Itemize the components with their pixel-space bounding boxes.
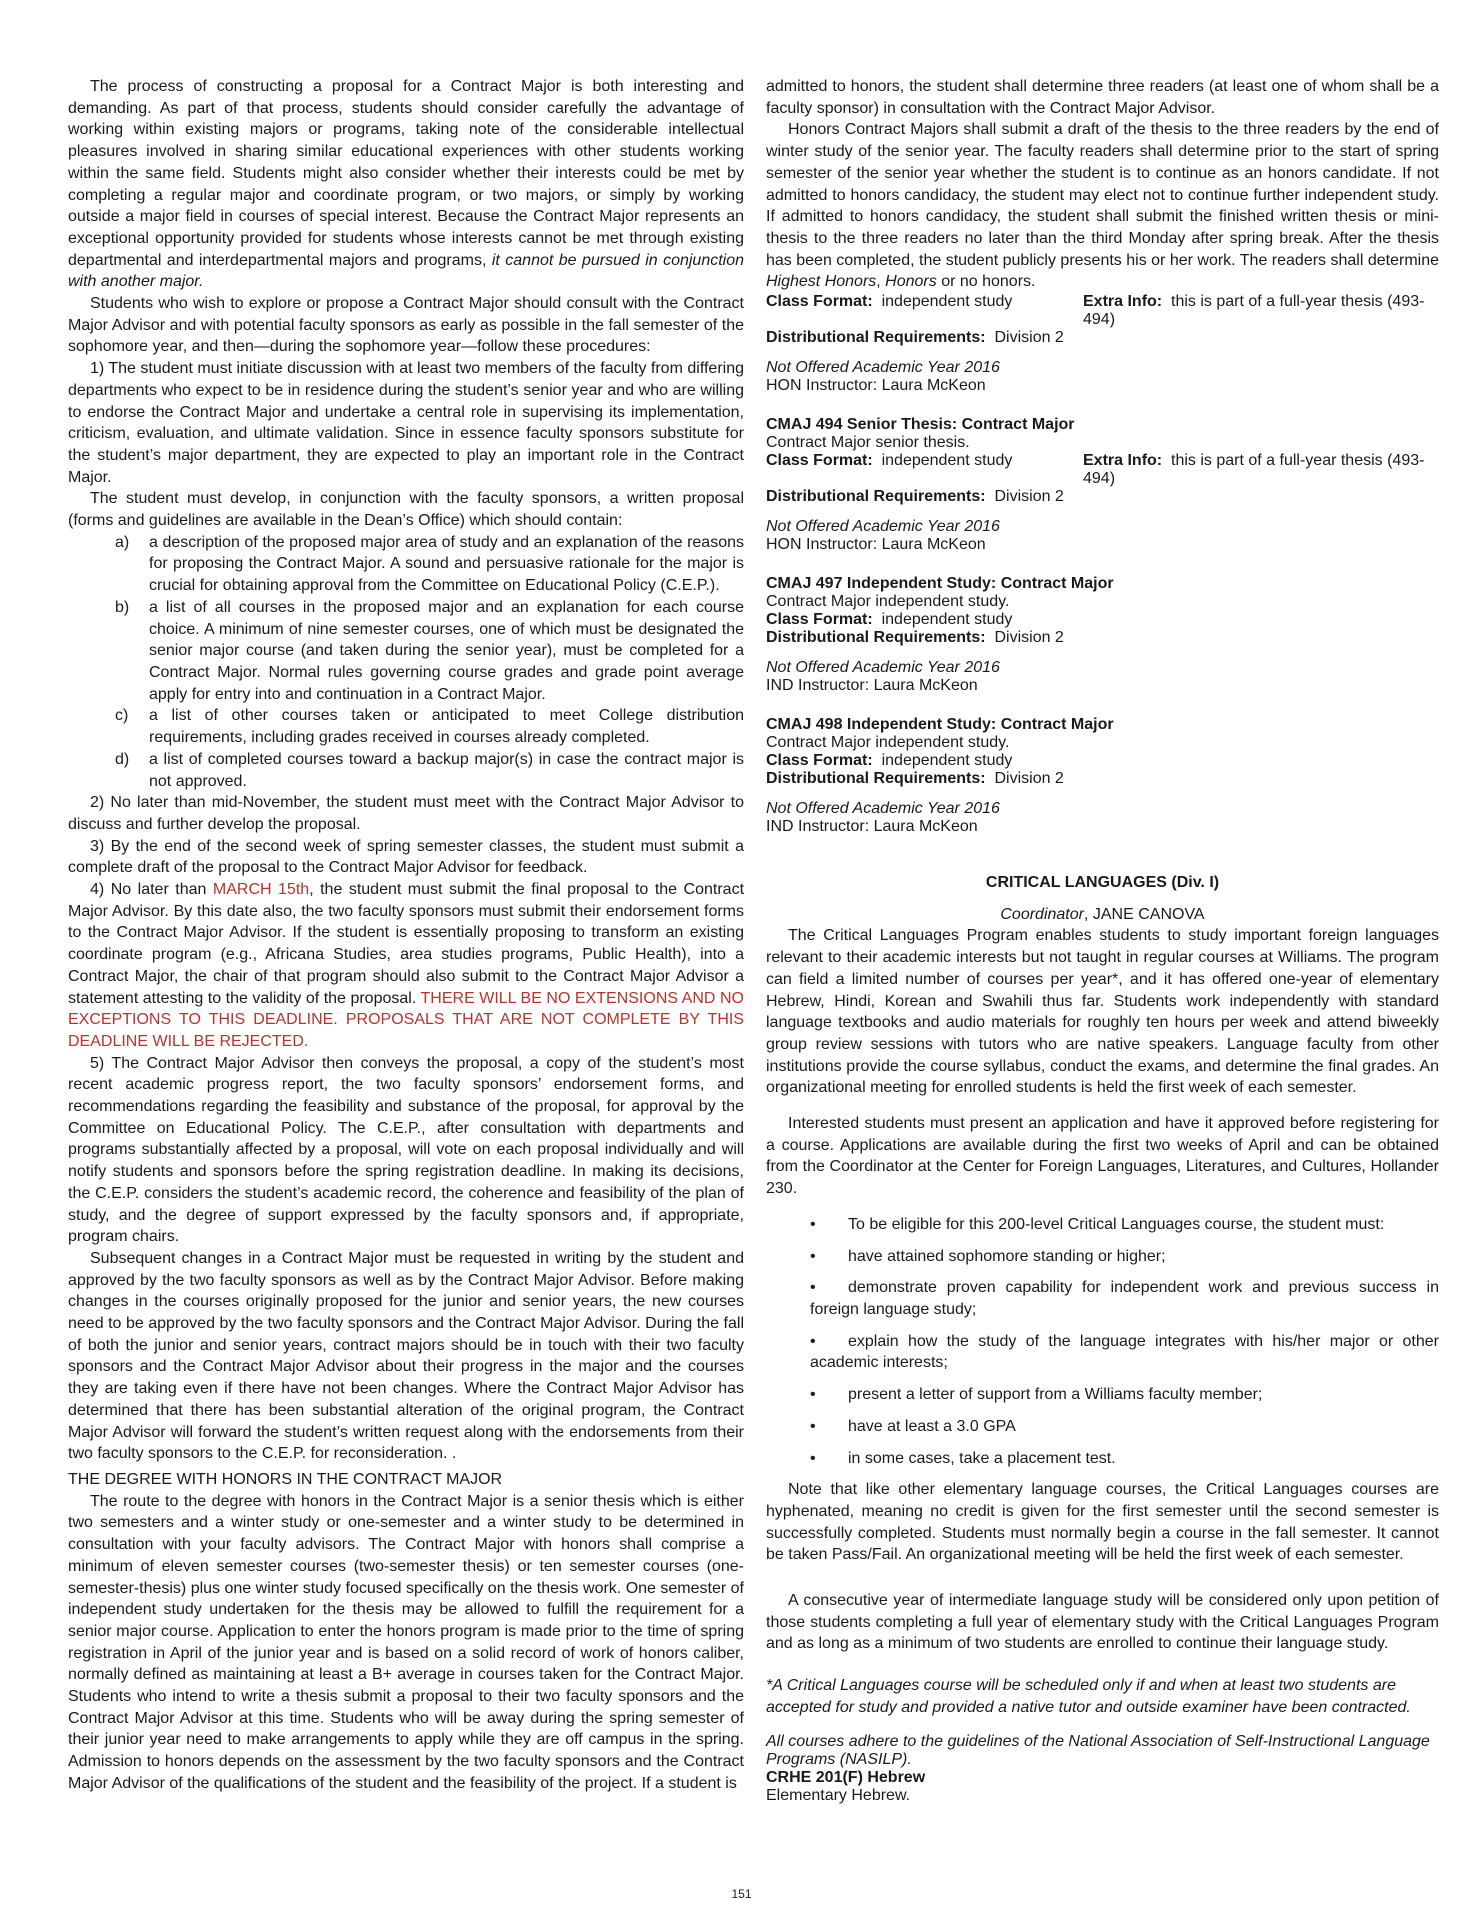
bullet-icon: •	[810, 1449, 816, 1467]
procedure-1-paragraph: 1) The student must initiate discussion with at least two members of the faculty from differing departments who expect to be in residence during the student’s senior year and who are willing to endorse the Contract Major and undertake a central role in supervising its implementation, criticism, evaluation, and ultimate validation. Since in essence faculty sponsors substitute for the student’s major department, they are expected to play an important role in the Contract Major.	[68, 360, 744, 486]
instructor-text: IND Instructor: Laura McKeon	[766, 818, 978, 836]
consult-paragraph: Students who wish to explore or propose a Contract Major should consult with the Contract Major Advisor and with potential faculty sponsors as early as possible in the fall semester of the sophomore year, and then—during the sophomore year—follow these procedures:	[68, 295, 744, 356]
list-item	[766, 1448, 1439, 1470]
procedure-5-paragraph: 5) The Contract Major Advisor then conveys the proposal, a copy of the student’s most recent academic progress report, the two faculty sponsors’ endorsement forms, and recommendations regarding the feasibility and substance of the proposal, for approval by the Committee on Educational Policy. The C.E.P., after consultation with departments and programs substantially affected by a proposal, will vote on each proposal individually and will notify students and sponsors before the spring registration deadline. In making its decisions, the C.E.P. considers the student’s academic record, the coherence and feasibility of the plan of study, and the degree of support expressed by the faculty sponsors and, if appropriate, program chairs.	[68, 1054, 744, 1246]
extra-info-value: this is part of a full-year thesis (493-494)	[1083, 293, 1425, 329]
not-offered-text: Not Offered Academic Year 2016	[766, 359, 1000, 377]
bullet-icon: •	[810, 1279, 816, 1297]
class-format-value: independent study	[881, 752, 1013, 770]
distribution-label: Distributional Requirements:	[766, 488, 986, 506]
class-format-label: Class Format:	[766, 752, 873, 770]
list-item-text: demonstrate proven capability for independent work and previous success in foreign language study;	[810, 1279, 1439, 1318]
list-item	[766, 1331, 1439, 1374]
not-offered-text: Not Offered Academic Year 2016	[766, 518, 1000, 536]
course-description: Contract Major senior thesis.	[766, 434, 970, 452]
extra-info-value: this is part of a full-year thesis (493-494)	[1083, 452, 1425, 488]
instructor-text: HON Instructor: Laura McKeon	[766, 536, 986, 554]
list-item-text: present a letter of support from a Williams faculty member;	[848, 1386, 1263, 1404]
list-item	[68, 705, 744, 748]
course-info-493	[766, 293, 1439, 395]
bullet-icon: •	[810, 1417, 816, 1435]
extra-info-label: Extra Info:	[1083, 293, 1163, 311]
list-item	[766, 1384, 1439, 1406]
distribution-row	[766, 770, 1439, 788]
distribution-row	[766, 488, 1439, 506]
distribution-value: Division 2	[994, 629, 1064, 647]
not-offered-text: Not Offered Academic Year 2016	[766, 800, 1000, 818]
coordinator-line	[766, 904, 1439, 926]
bullet-icon: •	[810, 1215, 816, 1233]
course-description: Elementary Hebrew.	[766, 1786, 911, 1804]
distribution-value: Division 2	[994, 770, 1064, 788]
instructor-text: HON Instructor: Laura McKeon	[766, 377, 986, 395]
nasilp-note: All courses adhere to the guidelines of the National Association of Self-Instructional Language Programs (NASILP).	[766, 1732, 1430, 1768]
intro-italic-text: it cannot be pursued in conjunction with another major.	[68, 251, 745, 291]
application-paragraph: Interested students must present an application and have it approved before registering for a course. Applications are available during the first two weeks of April and can be obtained from the Coordinator at the Center for Foreign Languages, Literatures, and Cultures, Hollander 230.	[766, 1115, 1439, 1198]
list-item-text: a list of completed courses toward a backup major(s) in case the contract major is not approved.	[149, 750, 744, 790]
course-title: CRHE 201(F) Hebrew	[766, 1768, 926, 1786]
course-description: Contract Major independent study.	[766, 734, 1010, 752]
distribution-row	[766, 329, 1439, 347]
deadline-date: MARCH 15th	[212, 881, 310, 899]
list-item-label: c)	[115, 707, 129, 725]
course-title: CMAJ 497 Independent Study: Contract Major	[766, 575, 1114, 593]
honors-continued-paragraph: admitted to honors, the student shall determine three readers (at least one of whom shall be a faculty sponsor) in consultation with the Contract Major Advisor.	[766, 78, 1439, 117]
honors-thesis-paragraph	[766, 119, 1439, 293]
class-format-label: Class Format:	[766, 611, 873, 629]
hyphenated-courses-paragraph: Note that like other elementary language courses, the Critical Languages courses are hyphenated, meaning no credit is given for the first semester until the second semester is successfully completed. Students must normally begin a course in the fall semester. It cannot be taken Pass/Fail. An organizational meeting will be held the first week of each semester.	[766, 1481, 1439, 1564]
section-title: CRITICAL LANGUAGES (Div. I)	[985, 874, 1220, 892]
footnote: *A Critical Languages course will be scheduled only if and when at least two students are accepted for study and provided a native tutor and outside examiner have been contracted.	[766, 1677, 1411, 1716]
procedure-3-paragraph: 3) By the end of the second week of spring semester classes, the student must submit a complete draft of the proposal to the Contract Major Advisor for feedback.	[68, 837, 744, 877]
no-honors-text: or no honors.	[936, 273, 1036, 291]
course-title: CMAJ 494 Senior Thesis: Contract Major	[766, 416, 1075, 434]
list-item-text: have attained sophomore standing or higher;	[848, 1247, 1166, 1265]
class-format-label: Class Format:	[766, 452, 873, 470]
list-item	[766, 1416, 1439, 1438]
procedure-2-paragraph: 2) No later than mid-November, the student must meet with the Contract Major Advisor to discuss and further develop the proposal.	[68, 794, 744, 833]
bullet-icon: •	[810, 1386, 816, 1404]
bullet-icon: •	[810, 1332, 816, 1350]
list-item-text: a description of the proposed major area of study and an explanation of the reasons for proposing the Contract Major. A sound and persuasive rationale for the major is crucial for obtaining approval from the Committee on Educational Policy (C.E.P.).	[149, 533, 744, 595]
proposal-paragraph: The student must develop, in conjunction with the faculty sponsors, a written proposal (forms and guidelines are available in the Dean’s Office) which should contain:	[68, 490, 744, 530]
list-item-text: have at least a 3.0 GPA	[848, 1417, 1016, 1435]
course-cmaj-494	[766, 416, 1439, 554]
class-format-row	[766, 293, 1439, 329]
coordinator-label: Coordinator	[1000, 905, 1084, 923]
list-item-label: a)	[115, 533, 130, 551]
distribution-label: Distributional Requirements:	[766, 770, 986, 788]
class-format-row	[766, 752, 1439, 770]
left-column	[68, 76, 744, 1795]
class-format-value: independent study	[881, 452, 1013, 470]
extra-info-label: Extra Info:	[1083, 452, 1163, 470]
page-number: 151	[731, 1887, 752, 1901]
list-item-text: a list of all courses in the proposed major and an explanation for each course choice. A minimum of nine semester courses, one of which must be designated the senior major course (and taken during the senior year), must be completed for a Contract Major. Normal rules governing course grades and grade point average apply for entry into and continuation in a Contract Major.	[149, 598, 744, 703]
critical-languages-paragraph: The Critical Languages Program enables students to study important foreign languages relevant to their academic interests but not taught in regular courses at Williams. The program can field a limited number of courses per year*, and it has offered one-year of elementary Hebrew, Hindi, Korean and Swahili thus far. Students work independently with standard language textbooks and audio materials for roughly ten hours per week and attend biweekly group review sessions with tutors who are native speakers. Language faculty from other institutions provide the course syllabus, conduct the exams, and determine the final grades. An organizational meeting for enrolled students is held the first week of each semester.	[766, 927, 1439, 1097]
list-item-label: d)	[115, 750, 130, 768]
class-format-value: independent study	[881, 611, 1013, 629]
list-item-text: in some cases, take a placement test.	[848, 1449, 1116, 1467]
honors-heading: THE DEGREE WITH HONORS IN THE CONTRACT MAJOR	[68, 1471, 503, 1488]
list-item-text: a list of other courses taken or anticipated to meet College distribution requirements, including grades received in courses already completed.	[149, 707, 744, 747]
intro-paragraph	[68, 76, 744, 293]
highest-honors-text: Highest Honors	[766, 273, 877, 291]
course-title: CMAJ 498 Independent Study: Contract Major	[766, 716, 1114, 734]
separator-text: ,	[876, 273, 886, 291]
list-item-label: b)	[115, 598, 130, 616]
honors-paragraph: The route to the degree with honors in the Contract Major is a senior thesis which is either two semesters and a winter study or one-semester and a winter study to be determined in consultation with your faculty advisors. The Contract Major with honors shall comprise a minimum of eleven semester courses (two-semester thesis) or ten semester courses (one-semester-thesis) plus one winter study focused specifically on the thesis work. One semester of independent study undertaken for the thesis may be allowed to fulfill the requirement for a senior major course. Application to enter the honors program is made prior to the time of spring registration in April of the junior year and is based on a solid record of work of honors caliber, normally defined as maintaining at least a B+ average in courses taken for the Contract Major. Students who intend to write a thesis submit a proposal to their two faculty sponsors and the Contract Major Advisor at this time. Students who will be away during the spring semester of their junior year need to make arrangements to apply while they are off campus in the spring. Admission to honors depends on the assessment by the two faculty sponsors and the Contract Major Advisor of the qualifications of the student and the feasibility of the project. If a student is	[68, 1492, 744, 1792]
bullet-icon: •	[810, 1247, 816, 1265]
list-item	[68, 597, 744, 706]
list-item	[68, 749, 744, 792]
class-format-row	[766, 452, 1439, 488]
list-item	[68, 532, 744, 597]
class-format-row	[766, 611, 1439, 629]
distribution-value: Division 2	[994, 329, 1064, 347]
procedure-4-text-a: 4) No later than	[90, 881, 213, 899]
procedure-4-paragraph	[68, 879, 744, 1053]
proposal-contents-list	[68, 532, 744, 792]
eligibility-list	[766, 1214, 1439, 1469]
changes-paragraph: Subsequent changes in a Contract Major must be requested in writing by the student and approved by the two faculty sponsors as well as by the Contract Major Advisor. Before making changes in the courses originally proposed for the junior and senior years, the new courses need to be approved by the two faculty sponsors and the Contract Major Advisor. During the fall of both the junior and senior years, contract majors should be in touch with their two faculty sponsors and the Contract Major Advisor about their progress in the major and the courses they are taking even if there have not been changes. Where the Contract Major Advisor has determined that there has been substantial alteration of the original program, the Contract Major Advisor will forward the student’s written request along with the endorsements from their two faculty sponsors to the C.E.P. for reconsideration. .	[68, 1249, 744, 1463]
distribution-row	[766, 629, 1439, 647]
list-item	[766, 1277, 1439, 1320]
coordinator-name: , JANE CANOVA	[1083, 905, 1205, 923]
class-format-label: Class Format:	[766, 293, 873, 311]
course-cmaj-498	[766, 716, 1439, 836]
list-item-text: explain how the study of the language integrates with his/her major or other academic interests;	[810, 1332, 1439, 1372]
not-offered-text: Not Offered Academic Year 2016	[766, 659, 1000, 677]
distribution-label: Distributional Requirements:	[766, 329, 986, 347]
list-item-text: To be eligible for this 200-level Critical Languages course, the student must:	[848, 1215, 1385, 1233]
right-column	[766, 76, 1439, 1805]
list-item	[766, 1214, 1439, 1236]
procedure-4-text-b: , the student must submit the final proposal to the Contract Major Advisor. By this date also, the two faculty sponsors must submit their endorsement forms to the Contract Major Advisor. If the student is essentially proposing to transform an existing coordinate program (e.g., Africana Studies, area studies programs, Public Health), into a Contract Major, the chair of that program should also submit to the Contract Major Advisor a statement attesting to the validity of the proposal.	[68, 881, 745, 1007]
list-item	[766, 1246, 1439, 1268]
honors-text: Honors	[885, 273, 937, 291]
course-cmaj-497	[766, 575, 1439, 695]
distribution-value: Division 2	[994, 488, 1064, 506]
course-description: Contract Major independent study.	[766, 593, 1010, 611]
distribution-label: Distributional Requirements:	[766, 629, 986, 647]
intermediate-study-paragraph: A consecutive year of intermediate language study will be considered only upon petition of those students completing a full year of elementary study with the Critical Languages Program and as long as a minimum of two students are enrolled to continue their language study.	[766, 1592, 1439, 1653]
honors-thesis-text: Honors Contract Majors shall submit a draft of the thesis to the three readers by the end of winter study of the senior year. The faculty readers shall determine prior to the start of spring semester of the senior year whether the student is to continue as an honors candidate. If not admitted to honors candidacy, the student may elect not to continue further independent study. If admitted to honors candidacy, the student shall submit the finished written thesis or mini-thesis to the three readers no later than the third Monday after spring break. After the thesis has been completed, the student publicly presents his or her work. The readers shall determine	[766, 121, 1439, 269]
instructor-text: IND Instructor: Laura McKeon	[766, 677, 978, 695]
deadline-warning: THERE WILL BE NO EXTENSIONS AND NO EXCEPTIONS TO THIS DEADLINE. PROPOSALS THAT ARE NOT COMPLETE BY THIS DEADLINE WILL BE REJECTED.	[68, 989, 744, 1050]
intro-text: The process of constructing a proposal for a Contract Major is both interesting and demanding. As part of that process, students should consider carefully the advantage of working within existing majors or programs, taking note of the considerable intellectual pleasures involved in sharing similar educational experiences with other students working within the same field. Students might also consider whether their interests could be met by completing a regular major and coordinate program, or two majors, or simply by working outside a major field in courses of special interest. Because the Contract Major represents an exceptional opportunity provided for students whose interests cannot be met through existing departmental and interdepartmental majors and programs,	[68, 78, 744, 269]
class-format-value: independent study	[881, 293, 1013, 311]
